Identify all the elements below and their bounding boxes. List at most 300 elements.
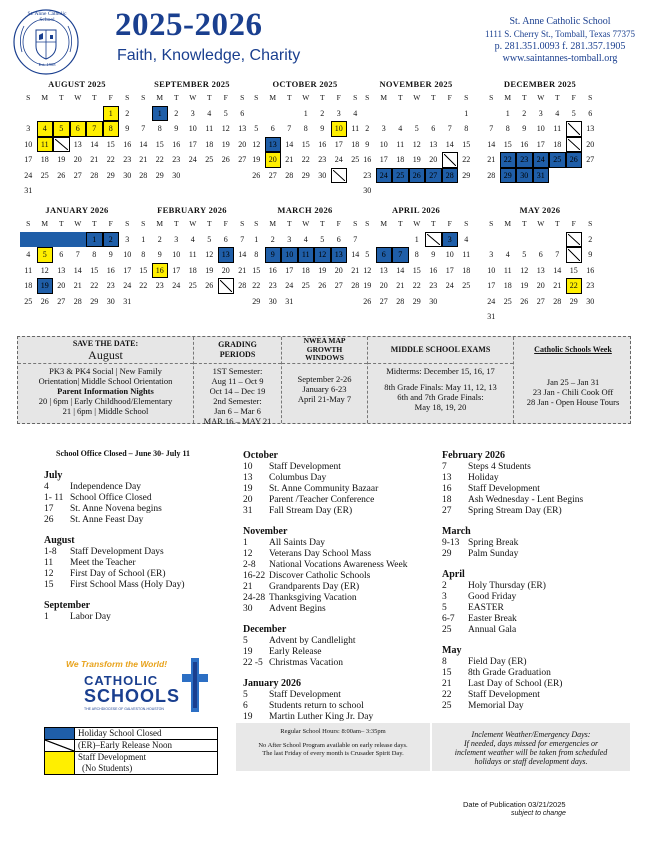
calendar-may-2026 [479, 205, 601, 325]
event-date: 2-8 [243, 560, 256, 570]
event-date: 8 [442, 657, 447, 667]
ms-exams-title: MIDDLE SCHOOL EXAMS [390, 345, 491, 354]
event-date: 4 [44, 482, 49, 492]
nwea-line: September 2-26 [297, 374, 352, 384]
day-cell: 29 [500, 168, 517, 184]
weekday-label: T [430, 93, 436, 102]
day-cell: 5 [522, 250, 527, 259]
day-cell: 18 [462, 265, 471, 275]
day-cell: 3 [125, 234, 130, 244]
day-cell: 31 [533, 168, 550, 184]
day-cell: 3 [381, 124, 386, 133]
month-grid [20, 216, 138, 309]
day-cell: 8 [505, 124, 510, 133]
day-cell: 27 [586, 155, 595, 164]
event-date: 2 [442, 581, 447, 591]
day-cell: 20 [536, 281, 545, 290]
day-cell: 7 [353, 234, 358, 244]
event-name: St. Anne Community Bazaar [269, 484, 379, 494]
event-name: Staff Development Days [70, 547, 164, 557]
day-cell: 15 [90, 265, 99, 275]
event-date: 6 [243, 701, 248, 711]
event-name: All Saints Day [269, 538, 325, 548]
event-date: 7 [442, 462, 447, 472]
grading-line: Oct 14 – Dec 19 [209, 386, 266, 396]
event-name: Labor Day [70, 612, 111, 622]
weekday-label: T [91, 219, 97, 228]
weekday-label: T [286, 219, 292, 228]
grading-title-1: GRADING [218, 340, 257, 349]
event-name: Discover Catholic Schools [269, 571, 371, 581]
weekday-label: W [189, 219, 197, 228]
event-month-heading: September [44, 600, 91, 611]
day-cell: 12 [40, 265, 49, 275]
day-cell: 21 [553, 281, 562, 290]
hours-line: Regular School Hours: 8:00am– 3:35pm [280, 728, 386, 735]
day-cell: 31 [123, 296, 132, 306]
day-cell: 13 [586, 124, 595, 133]
empty-day [442, 106, 459, 122]
event-name: Christmas Vacation [269, 658, 343, 668]
save-date-line: PK3 & PK4 Social | New Family [49, 366, 162, 376]
csw-title: Catholic Schools Week [534, 345, 612, 354]
day-cell: 13 [57, 265, 66, 275]
day-cell: 1 [103, 106, 120, 122]
day-cell: 26 [520, 296, 529, 306]
day-cell: 17 [123, 265, 132, 275]
day-cell: 17 [487, 281, 496, 290]
day-cell: 7 [86, 121, 103, 137]
day-cell: 2 [174, 108, 179, 118]
day-cell: 13 [379, 265, 388, 275]
event-date: 1 [44, 612, 49, 622]
event-item [243, 538, 433, 549]
weekday-label: T [58, 219, 64, 228]
weekday-label: S [240, 219, 245, 228]
event-name: Advent Begins [269, 604, 326, 614]
nwea-line: January 6-23 [302, 384, 347, 394]
empty-day [20, 106, 37, 122]
day-cell: 5 [365, 250, 370, 259]
day-cell: 6 [376, 247, 393, 263]
day-cell: 18 [24, 281, 33, 290]
event-item [44, 612, 234, 623]
day-cell: 7 [392, 247, 409, 263]
day-cell: 19 [57, 155, 66, 164]
day-cell: 31 [24, 186, 33, 195]
weekday-label: M [504, 93, 512, 102]
ms-exams-header [368, 337, 513, 364]
day-cell: 17 [172, 265, 181, 275]
event-item [442, 549, 632, 560]
year-title: 2025-2026 [115, 7, 263, 43]
event-item [442, 506, 632, 517]
month-title: JANUARY 2026 [45, 205, 109, 215]
event-item [243, 462, 433, 473]
day-cell: 13 [73, 139, 82, 149]
event-item [44, 504, 234, 515]
weekday-label: S [26, 219, 31, 228]
weekday-label: M [156, 93, 164, 102]
day-cell: 19 [363, 281, 372, 290]
event-item [442, 690, 632, 701]
day-cell: 1 [254, 234, 259, 244]
event-name: First School Mass (Holy Day) [70, 580, 185, 590]
day-cell: 20 [429, 155, 438, 164]
day-cell: 30 [586, 296, 595, 306]
day-cell: 6 [588, 108, 593, 118]
day-cell: 7 [287, 124, 292, 133]
event-date: 31 [243, 506, 253, 516]
day-cell: 8 [254, 250, 259, 259]
day-cell: 7 [141, 124, 146, 133]
day-cell: 25 [301, 281, 310, 290]
weekday-label: W [537, 219, 545, 228]
event-month-heading: May [442, 645, 462, 656]
weekday-label: W [413, 219, 421, 228]
event-month-heading: December [243, 624, 287, 635]
event-date: 16-22 [243, 571, 266, 581]
weekday-label: T [319, 93, 325, 102]
day-cell: 6 [70, 121, 87, 137]
calendar-november-2025 [355, 79, 477, 199]
day-cell: 15 [139, 265, 148, 275]
day-cell: 10 [24, 139, 33, 149]
event-item [442, 603, 632, 614]
day-cell: 14 [351, 250, 360, 259]
empty-day [265, 106, 282, 122]
event-date: 9-13 [442, 538, 460, 548]
day-cell: 30 [429, 296, 438, 306]
event-name: Annual Gala [468, 625, 517, 635]
day-cell: 19 [520, 281, 529, 290]
event-name: Veterans Day School Mass [269, 549, 372, 559]
event-item [243, 701, 433, 712]
day-cell: 31 [487, 312, 496, 321]
event-month-group [44, 470, 234, 526]
event-item [44, 580, 234, 591]
event-name: Last Day of School (ER) [468, 679, 563, 689]
event-date: 26 [44, 515, 54, 525]
calendar-april-2026 [355, 205, 477, 309]
event-name: National Vocations Awareness Week [269, 560, 408, 570]
event-item [243, 571, 433, 582]
weekday-label: S [464, 93, 469, 102]
event-item [442, 462, 632, 473]
day-cell: 10 [379, 139, 388, 149]
day-cell: 28 [487, 170, 496, 180]
day-cell: 2 [588, 234, 593, 244]
day-cell: 31 [285, 296, 294, 306]
empty-day [376, 106, 393, 122]
event-name: Holiday [468, 473, 499, 483]
day-cell: 12 [205, 250, 214, 259]
day-cell: 12 [221, 124, 230, 133]
day-cell: 26 [57, 170, 66, 180]
event-date: 29 [442, 549, 452, 559]
event-date: 27 [442, 506, 452, 516]
weekday-label: M [269, 219, 277, 228]
day-cell: 10 [281, 247, 298, 263]
empty-day [53, 106, 70, 122]
day-cell: 13 [218, 247, 235, 263]
day-cell: 19 [318, 265, 327, 275]
weekday-label: S [26, 93, 31, 102]
day-cell: 6 [240, 108, 245, 118]
day-cell: 11 [553, 124, 562, 133]
day-cell: 30 [318, 170, 327, 180]
event-date: 1 [243, 538, 248, 548]
day-cell: 19 [205, 265, 214, 275]
day-cell: 21 [238, 265, 247, 275]
day-cell: 22 [500, 152, 517, 168]
event-item [243, 560, 433, 571]
day-cell: 14 [553, 265, 562, 275]
csw-line: Jan 25 – Jan 31 [546, 377, 600, 387]
event-item [442, 668, 632, 679]
day-cell: 9 [320, 124, 325, 133]
event-name: Staff Development [269, 462, 341, 472]
day-cell: 4 [555, 108, 560, 118]
day-cell: 28 [73, 296, 82, 306]
day-cell: 18 [205, 139, 214, 149]
day-cell: 21 [351, 265, 360, 275]
weekday-label: T [521, 93, 527, 102]
empty-day [392, 106, 409, 122]
day-cell: 5 [254, 124, 259, 133]
day-cell: 20 [334, 265, 343, 275]
day-cell: 1 [152, 106, 169, 122]
day-cell: 8 [141, 250, 146, 259]
day-cell: 2 [103, 232, 120, 248]
day-cell: 5 [223, 108, 228, 118]
empty-day [70, 106, 87, 122]
day-cell: 18 [396, 155, 405, 164]
day-cell: 26 [566, 152, 583, 168]
school-address: 1111 S. Cherry St., Tomball, Texas 77375 [485, 29, 635, 39]
event-name: Ash Wednesday - Lent Begins [468, 495, 584, 505]
day-cell: 15 [106, 139, 115, 149]
day-cell: 1 [414, 234, 419, 244]
empty-day [483, 232, 500, 248]
weekday-label: T [206, 219, 212, 228]
event-month-heading: October [243, 450, 278, 461]
day-cell: 8 [464, 124, 469, 133]
day-cell: 22 [412, 281, 421, 290]
event-date: 15 [44, 580, 54, 590]
school-name: St. Anne Catholic School [509, 16, 611, 27]
school-hours-note [236, 723, 430, 771]
event-date: 13 [243, 473, 253, 483]
empty-day [376, 232, 393, 248]
save-the-date-header [18, 337, 193, 364]
day-cell: 12 [412, 139, 421, 149]
month-grid [248, 90, 366, 183]
day-cell: 6 [270, 124, 275, 133]
day-cell: 11 [37, 137, 54, 153]
nwea-line: April 21-May 7 [297, 394, 352, 404]
day-cell: 18 [553, 139, 562, 149]
weekday-label: M [41, 219, 49, 228]
month-grid [483, 90, 601, 183]
day-cell: 16 [152, 263, 169, 279]
event-name: Parent /Teacher Conference [269, 495, 375, 505]
event-date: 19 [243, 484, 253, 494]
day-cell: 11 [24, 265, 33, 275]
day-cell: 14 [73, 265, 82, 275]
day-cell: 27 [57, 296, 66, 306]
event-month-group [243, 624, 433, 669]
day-cell: 24 [376, 168, 393, 184]
day-cell: 2 [522, 108, 527, 118]
day-cell: 24 [24, 170, 33, 180]
weekday-label: T [206, 93, 212, 102]
event-item [243, 495, 433, 506]
empty-day [86, 106, 103, 122]
day-cell [53, 137, 70, 153]
day-cell: 8 [92, 250, 97, 259]
logo-subtitle: THE ARCHDIOCESE OF GALVESTON-HOUSTON [84, 707, 164, 711]
empty-day [135, 106, 152, 122]
event-month-heading: February 2026 [442, 450, 506, 461]
calendar-october-2025 [244, 79, 366, 183]
day-cell: 16 [318, 139, 327, 149]
event-date: 11 [44, 558, 54, 568]
event-name: Memorial Day [468, 701, 524, 711]
day-cell: 4 [207, 108, 212, 118]
hours-line: The last Friday of every month is Crusader Spirit Day. [262, 750, 404, 757]
weekday-label: S [365, 219, 370, 228]
event-item [442, 581, 632, 592]
day-cell: 15 [503, 139, 512, 149]
weekday-label: F [223, 219, 228, 228]
weekday-label: T [397, 219, 403, 228]
day-cell: 25 [549, 152, 566, 168]
grading-title-2: PERIODS [219, 350, 256, 359]
nwea-title-2: GROWTH [306, 344, 343, 354]
empty-day [483, 106, 500, 122]
day-cell: 5 [571, 108, 576, 118]
day-cell: 2 [270, 234, 275, 244]
day-cell [425, 232, 442, 248]
school-website-link[interactable]: www.saintannes-tomball.org [502, 53, 618, 64]
middle-school-exams-column [368, 337, 514, 423]
day-cell: 29 [412, 296, 421, 306]
day-cell: 25 [205, 155, 214, 164]
day-cell: 13 [238, 124, 247, 133]
day-cell: 5 [414, 124, 419, 133]
day-cell: 24 [445, 281, 454, 290]
day-cell [566, 121, 583, 137]
day-cell: 24 [334, 155, 343, 164]
day-cell: 28 [351, 281, 360, 290]
event-date: 24-28 [243, 593, 266, 603]
weekday-label: T [286, 93, 292, 102]
empty-day [53, 232, 70, 248]
day-cell: 18 [301, 265, 310, 275]
event-name: Grandparents Day (ER) [269, 582, 360, 592]
event-name: Good Friday [468, 592, 517, 602]
day-cell: 23 [586, 281, 595, 290]
weekday-label: S [353, 219, 358, 228]
empty-day [37, 232, 54, 248]
day-cell: 12 [252, 139, 261, 149]
event-month-group [243, 526, 433, 615]
legend-swatch-yellow [45, 752, 75, 774]
grading-line: Aug 11 – Oct 9 [211, 376, 264, 386]
weekday-label: M [156, 219, 164, 228]
day-cell: 27 [425, 168, 442, 184]
day-cell: 10 [445, 250, 454, 259]
day-cell: 30 [106, 296, 115, 306]
day-cell: 18 [503, 281, 512, 290]
day-cell: 30 [363, 186, 372, 195]
day-cell: 19 [221, 139, 230, 149]
day-cell: 21 [285, 155, 294, 164]
info-table [17, 336, 631, 424]
day-cell: 3 [287, 234, 292, 244]
day-cell: 14 [445, 139, 454, 149]
weekday-label: F [571, 219, 576, 228]
weekday-label: S [254, 93, 259, 102]
legend-staff-line1: Staff Development [78, 752, 147, 762]
day-cell: 14 [139, 139, 148, 149]
day-cell: 26 [221, 155, 230, 164]
day-cell: 15 [569, 265, 578, 275]
legend-swatch-blue [45, 728, 75, 739]
event-date: 22 -5 [243, 658, 263, 668]
day-cell: 20 [265, 152, 282, 168]
day-cell: 22 [106, 155, 115, 164]
weekday-label: M [380, 219, 388, 228]
grading-line: 2nd Semester: [213, 396, 262, 406]
weekday-label: S [125, 219, 130, 228]
day-cell: 12 [520, 265, 529, 275]
event-name: Martin Luther King Jr. Day [269, 712, 374, 722]
day-cell: 23 [516, 152, 533, 168]
day-cell: 25 [351, 155, 360, 164]
event-month-heading: August [44, 535, 75, 546]
legend-holiday [45, 728, 217, 740]
weather-title: Inclement Weather/Emergency Days: [471, 730, 591, 739]
day-cell: 3 [174, 234, 179, 244]
day-cell: 16 [123, 139, 132, 149]
empty-day [37, 106, 54, 122]
calendar-december-2025 [479, 79, 601, 183]
empty-day [533, 232, 550, 248]
day-cell: 7 [447, 124, 452, 133]
day-cell: 10 [188, 124, 197, 133]
day-cell: 24 [123, 281, 132, 290]
weekday-label: M [269, 93, 277, 102]
weekday-label: W [74, 93, 82, 102]
event-name: Steps 4 Students [468, 462, 531, 472]
day-cell: 2 [320, 108, 325, 118]
day-cell: 13 [536, 265, 545, 275]
day-cell: 17 [188, 139, 197, 149]
day-cell: 23 [106, 281, 115, 290]
event-item [44, 493, 234, 504]
event-date: 3 [442, 592, 447, 602]
weekday-label: S [365, 93, 370, 102]
day-cell: 18 [188, 265, 197, 275]
day-cell: 11 [188, 250, 197, 259]
day-cell: 7 [240, 234, 245, 244]
day-cell: 3 [190, 108, 195, 118]
save-date-line: 21 | 6pm | Middle School [62, 406, 149, 416]
month-grid [248, 216, 366, 309]
events-column-summer [44, 470, 234, 632]
